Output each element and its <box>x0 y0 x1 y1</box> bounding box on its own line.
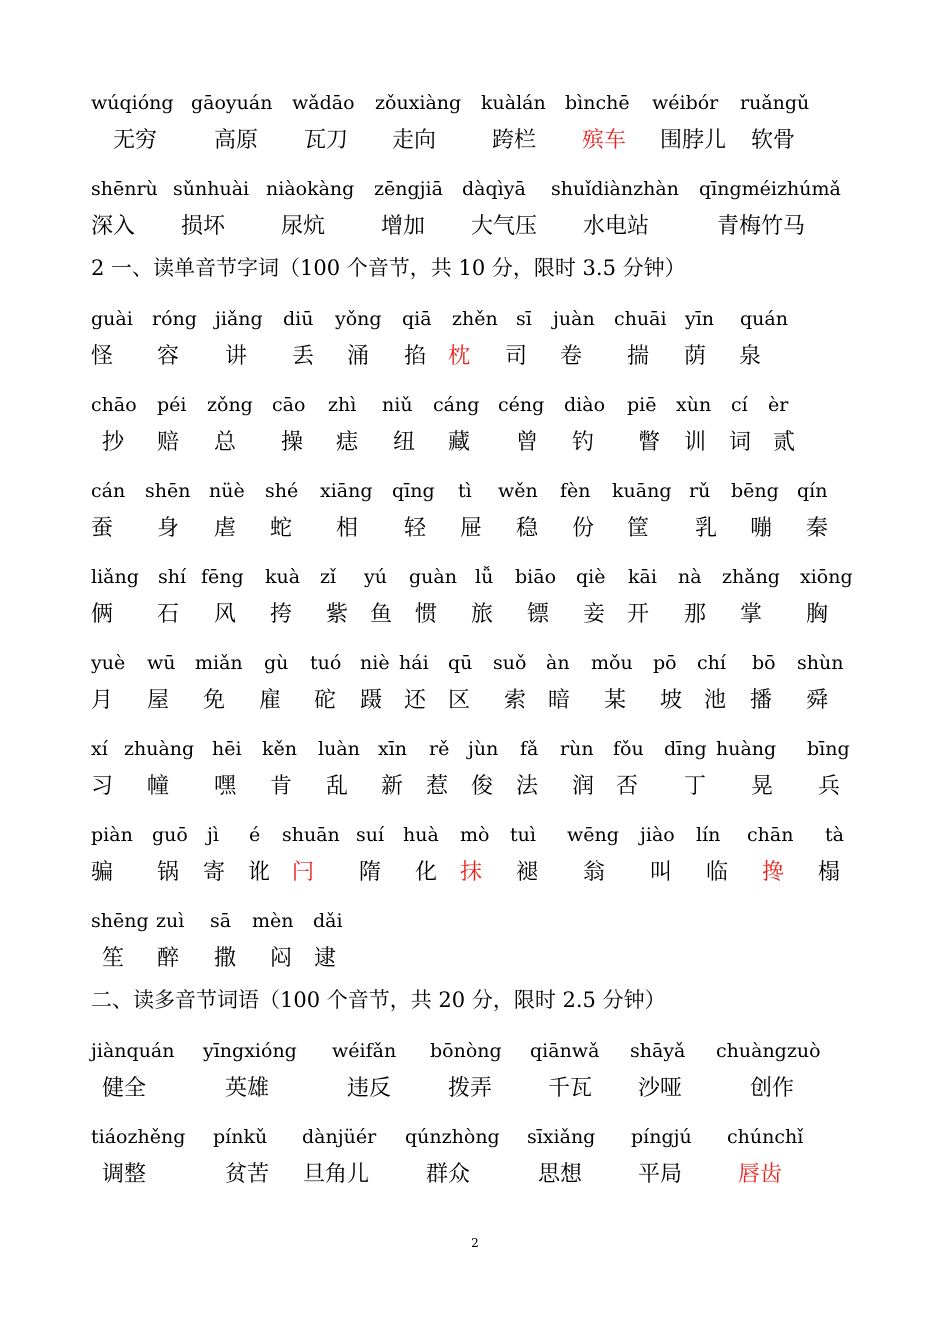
pinyin: tiáozhěng <box>91 1126 186 1148</box>
pinyin: cáng <box>433 394 480 416</box>
pinyin: mǒu <box>591 652 633 674</box>
hanzi-char: 那 <box>684 602 707 627</box>
pinyin: péi <box>157 394 187 416</box>
hanzi-char: 卷 <box>560 344 583 369</box>
pinyin: bō <box>752 652 776 674</box>
hanzi-char: 妾 <box>583 602 606 627</box>
hanzi-char: 骗 <box>91 860 114 885</box>
hanzi-word: 英雄 <box>225 1076 270 1101</box>
pinyin: suǒ <box>493 652 527 674</box>
hanzi-word: 瓦刀 <box>304 128 349 153</box>
hanzi-word: 唇齿 <box>738 1162 783 1187</box>
pinyin: lín <box>696 824 721 846</box>
pinyin: fēng <box>201 566 244 588</box>
pinyin: sīxiǎng <box>527 1126 596 1148</box>
pinyin: yīn <box>685 308 715 330</box>
hanzi-char: 怪 <box>91 344 114 369</box>
hanzi-char: 笙 <box>102 946 125 971</box>
hanzi-char: 痣 <box>336 430 359 455</box>
hanzi-row <box>0 210 950 246</box>
pinyin: chuāi <box>614 308 667 330</box>
pinyin: yǒng <box>335 308 382 330</box>
hanzi-char: 涌 <box>347 344 370 369</box>
pinyin: dǎi <box>313 910 343 932</box>
hanzi-char: 法 <box>516 774 539 799</box>
pinyin: huàng <box>716 738 777 760</box>
hanzi-char: 抄 <box>102 430 125 455</box>
pinyin-row <box>0 816 950 852</box>
pinyin: quán <box>740 308 788 330</box>
hanzi-char: 胸 <box>806 602 829 627</box>
hanzi-char: 化 <box>415 860 438 885</box>
hanzi-row <box>0 856 950 892</box>
hanzi-char: 挎 <box>270 602 293 627</box>
pinyin: jiǎng <box>215 308 263 330</box>
hanzi-char: 荫 <box>684 344 707 369</box>
hanzi-char: 训 <box>684 430 707 455</box>
pinyin: jiào <box>640 824 675 846</box>
hanzi-word: 拨弄 <box>448 1076 493 1101</box>
hanzi-word: 调整 <box>102 1162 147 1187</box>
pinyin: xí <box>91 738 108 760</box>
pinyin: zhuàng <box>124 738 195 760</box>
hanzi-char: 俊 <box>471 774 494 799</box>
hanzi-char: 幢 <box>147 774 170 799</box>
pinyin: róng <box>152 308 197 330</box>
pinyin: sǔnhuài <box>173 178 250 200</box>
hanzi-char: 紫 <box>326 602 349 627</box>
hanzi-char: 褪 <box>516 860 539 885</box>
pinyin: shēn <box>145 480 191 502</box>
hanzi-word: 高原 <box>214 128 259 153</box>
hanzi-word: 群众 <box>426 1162 471 1187</box>
hanzi-char: 司 <box>505 344 528 369</box>
pinyin: kuāng <box>612 480 672 502</box>
hanzi-row <box>0 684 950 720</box>
pinyin: qúnzhòng <box>405 1126 500 1148</box>
pinyin: tà <box>825 824 844 846</box>
pinyin: hái <box>399 652 429 674</box>
hanzi-char: 舜 <box>806 688 829 713</box>
pinyin: cí <box>731 394 748 416</box>
pinyin-row <box>0 170 950 206</box>
hanzi-char: 闩 <box>292 860 315 885</box>
hanzi-char: 醉 <box>157 946 180 971</box>
hanzi-word: 贫苦 <box>225 1162 270 1187</box>
pinyin: kuà <box>265 566 301 588</box>
hanzi-char: 筐 <box>627 516 650 541</box>
hanzi-char: 惯 <box>415 602 438 627</box>
hanzi-char: 操 <box>281 430 304 455</box>
pinyin: tuó <box>310 652 342 674</box>
pinyin: juàn <box>553 308 595 330</box>
hanzi-word: 沙哑 <box>638 1076 683 1101</box>
pinyin: guàn <box>409 566 457 588</box>
pinyin: rùn <box>560 738 594 760</box>
hanzi-char: 惹 <box>426 774 449 799</box>
hanzi-char: 词 <box>729 430 752 455</box>
pinyin: qū <box>448 652 473 674</box>
hanzi-char: 否 <box>616 774 639 799</box>
hanzi-word: 平局 <box>638 1162 683 1187</box>
pinyin: guài <box>91 308 133 330</box>
pinyin-row <box>0 300 950 336</box>
hanzi-word: 殡车 <box>582 128 627 153</box>
pinyin: wěn <box>498 480 538 502</box>
pinyin: shēnrù <box>91 178 158 200</box>
hanzi-char: 抹 <box>460 860 483 885</box>
pinyin: miǎn <box>195 652 243 674</box>
hanzi-word: 深入 <box>91 214 136 239</box>
pinyin: xùn <box>676 394 712 416</box>
hanzi-char: 雇 <box>259 688 282 713</box>
pinyin: zhěn <box>452 308 498 330</box>
hanzi-word: 走向 <box>392 128 437 153</box>
hanzi-char: 习 <box>91 774 114 799</box>
hanzi-char: 丢 <box>292 344 315 369</box>
pinyin: shí <box>158 566 187 588</box>
hanzi-char: 屋 <box>147 688 170 713</box>
hanzi-char: 嘣 <box>750 516 773 541</box>
pinyin: wǎdāo <box>292 92 355 114</box>
pinyin: jiànquán <box>91 1040 175 1062</box>
hanzi-char: 砣 <box>314 688 337 713</box>
pinyin: qīngméizhúmǎ <box>699 178 841 200</box>
hanzi-char: 赔 <box>157 430 180 455</box>
hanzi-row <box>0 598 950 634</box>
hanzi-char: 还 <box>404 688 427 713</box>
pinyin: qiā <box>402 308 432 330</box>
pinyin: qín <box>797 480 828 502</box>
pinyin: chāo <box>91 394 137 416</box>
pinyin: yīngxióng <box>203 1040 297 1062</box>
pinyin-row <box>0 902 950 938</box>
section-heading: 二、读多音节词语（100 个音节，共 20 分，限时 2.5 分钟） <box>91 988 666 1012</box>
hanzi-char: 晃 <box>751 774 774 799</box>
pinyin: biāo <box>515 566 557 588</box>
pinyin: qiānwǎ <box>530 1040 600 1062</box>
hanzi-char: 稳 <box>516 516 539 541</box>
hanzi-char: 瞥 <box>638 430 661 455</box>
hanzi-char: 撒 <box>214 946 237 971</box>
hanzi-char: 乳 <box>695 516 718 541</box>
pinyin: shuǐdiànzhàn <box>551 178 679 200</box>
pinyin: wū <box>147 652 176 674</box>
hanzi-char: 锅 <box>157 860 180 885</box>
pinyin-row <box>0 472 950 508</box>
pinyin: guō <box>152 824 188 846</box>
pinyin: pō <box>653 652 677 674</box>
pinyin: gù <box>264 652 289 674</box>
pinyin: yuè <box>91 652 126 674</box>
hanzi-char: 区 <box>448 688 471 713</box>
hanzi-char: 石 <box>157 602 180 627</box>
pinyin: zǐ <box>320 566 337 588</box>
hanzi-char: 某 <box>604 688 627 713</box>
pinyin: shēng <box>91 910 149 932</box>
hanzi-char: 蛇 <box>270 516 293 541</box>
hanzi-char: 润 <box>572 774 595 799</box>
pinyin: céng <box>498 394 545 416</box>
hanzi-char: 榻 <box>818 860 841 885</box>
pinyin: zēngjiā <box>374 178 443 200</box>
pinyin: piē <box>627 394 657 416</box>
hanzi-char: 寄 <box>203 860 226 885</box>
hanzi-char: 坡 <box>660 688 683 713</box>
hanzi-char: 屉 <box>460 516 483 541</box>
hanzi-char: 新 <box>381 774 404 799</box>
hanzi-char: 翁 <box>583 860 606 885</box>
hanzi-char: 月 <box>91 688 114 713</box>
pinyin: chí <box>697 652 726 674</box>
hanzi-row <box>0 124 950 160</box>
hanzi-word: 创作 <box>750 1076 795 1101</box>
pinyin: bīng <box>807 738 850 760</box>
pinyin: zhì <box>328 394 357 416</box>
pinyin: cāo <box>272 394 306 416</box>
hanzi-char: 份 <box>572 516 595 541</box>
hanzi-char: 纽 <box>393 430 416 455</box>
hanzi-char: 播 <box>750 688 773 713</box>
hanzi-char: 嘿 <box>214 774 237 799</box>
hanzi-word: 健全 <box>102 1076 147 1101</box>
pinyin: shé <box>265 480 299 502</box>
pinyin-row <box>0 386 950 422</box>
hanzi-char: 鱼 <box>370 602 393 627</box>
pinyin: yú <box>364 566 387 588</box>
pinyin: bōnòng <box>430 1040 502 1062</box>
pinyin: chúnchǐ <box>727 1126 804 1148</box>
hanzi-char: 搀 <box>762 860 785 885</box>
pinyin: tì <box>458 480 472 502</box>
hanzi-row <box>0 770 950 806</box>
pinyin: wéibór <box>652 92 719 114</box>
hanzi-char: 肯 <box>270 774 293 799</box>
pinyin: fǎ <box>520 738 539 760</box>
hanzi-char: 轻 <box>404 516 427 541</box>
pinyin: niè <box>360 652 390 674</box>
hanzi-word: 千瓦 <box>548 1076 593 1101</box>
pinyin: mèn <box>252 910 294 932</box>
hanzi-char: 相 <box>336 516 359 541</box>
pinyin: tuì <box>510 824 536 846</box>
pinyin: sā <box>210 910 232 932</box>
pinyin: jùn <box>468 738 499 760</box>
pinyin: pínkǔ <box>213 1126 268 1148</box>
pinyin: qiè <box>576 566 606 588</box>
hanzi-char: 身 <box>157 516 180 541</box>
hanzi-char: 隋 <box>359 860 382 885</box>
pinyin: jì <box>207 824 219 846</box>
pinyin: qīng <box>392 480 435 502</box>
hanzi-row <box>0 942 950 978</box>
pinyin: píngjú <box>631 1126 692 1148</box>
hanzi-row <box>0 1158 950 1194</box>
pinyin: fèn <box>560 480 591 502</box>
pinyin: shāyǎ <box>630 1040 686 1062</box>
pinyin: diào <box>564 394 606 416</box>
hanzi-word: 跨栏 <box>492 128 537 153</box>
hanzi-char: 揣 <box>627 344 650 369</box>
hanzi-char: 钓 <box>572 430 595 455</box>
hanzi-char: 叫 <box>650 860 673 885</box>
pinyin: àn <box>546 652 570 674</box>
pinyin: chuàngzuò <box>716 1040 821 1062</box>
pinyin: shùn <box>797 652 844 674</box>
pinyin-row <box>0 1118 950 1154</box>
pinyin: xīn <box>378 738 408 760</box>
pinyin: niǔ <box>382 394 413 416</box>
pinyin-row <box>0 730 950 766</box>
hanzi-char: 乱 <box>326 774 349 799</box>
pinyin: nà <box>678 566 702 588</box>
hanzi-char: 兵 <box>818 774 841 799</box>
hanzi-word: 尿炕 <box>281 214 326 239</box>
hanzi-char: 总 <box>214 430 237 455</box>
hanzi-char: 池 <box>704 688 727 713</box>
pinyin: luàn <box>318 738 360 760</box>
pinyin: rě <box>429 738 450 760</box>
hanzi-char: 临 <box>706 860 729 885</box>
pinyin: fǒu <box>613 738 644 760</box>
pinyin: zuì <box>156 910 185 932</box>
pinyin: shuān <box>282 824 340 846</box>
pinyin: chān <box>747 824 794 846</box>
hanzi-row <box>0 512 950 548</box>
hanzi-char: 讹 <box>248 860 271 885</box>
hanzi-word: 损坏 <box>181 214 226 239</box>
hanzi-char: 藏 <box>448 430 471 455</box>
hanzi-char: 掌 <box>740 602 763 627</box>
pinyin: lǚ <box>475 566 494 588</box>
pinyin: zǒuxiàng <box>375 92 462 114</box>
pinyin: huà <box>403 824 439 846</box>
pinyin: nüè <box>209 480 245 502</box>
pinyin: sī <box>516 308 532 330</box>
page-number: 2 <box>471 1236 479 1250</box>
hanzi-char: 蚕 <box>91 516 114 541</box>
pinyin: diū <box>283 308 314 330</box>
pinyin: mò <box>460 824 490 846</box>
hanzi-char: 索 <box>504 688 527 713</box>
hanzi-word: 思想 <box>538 1162 583 1187</box>
pinyin: wēng <box>567 824 619 846</box>
hanzi-char: 贰 <box>773 430 796 455</box>
pinyin: xiōng <box>800 566 853 588</box>
hanzi-word: 围脖儿 <box>660 128 727 153</box>
hanzi-word: 旦角儿 <box>303 1162 370 1187</box>
hanzi-char: 曾 <box>516 430 539 455</box>
pinyin: kāi <box>628 566 657 588</box>
hanzi-char: 开 <box>627 602 650 627</box>
pinyin: dànjüér <box>302 1126 377 1148</box>
hanzi-char: 蹑 <box>360 688 383 713</box>
hanzi-char: 枕 <box>448 344 471 369</box>
pinyin-row <box>0 1032 950 1068</box>
pinyin: bìnchē <box>565 92 630 114</box>
pinyin: wéifǎn <box>332 1040 397 1062</box>
hanzi-char: 风 <box>214 602 237 627</box>
hanzi-char: 逮 <box>314 946 337 971</box>
hanzi-char: 泉 <box>739 344 762 369</box>
hanzi-word: 软骨 <box>751 128 796 153</box>
hanzi-row <box>0 340 950 376</box>
hanzi-char: 掐 <box>404 344 427 369</box>
pinyin-row <box>0 644 950 680</box>
hanzi-word: 违反 <box>347 1076 392 1101</box>
hanzi-char: 暗 <box>548 688 571 713</box>
hanzi-char: 俩 <box>91 602 114 627</box>
hanzi-char: 讲 <box>225 344 248 369</box>
pinyin: piàn <box>91 824 133 846</box>
hanzi-char: 丁 <box>684 774 707 799</box>
pinyin: èr <box>768 394 789 416</box>
hanzi-char: 免 <box>203 688 226 713</box>
hanzi-word: 水电站 <box>583 214 650 239</box>
pinyin: liǎng <box>91 566 139 588</box>
hanzi-char: 镖 <box>527 602 550 627</box>
pinyin: dīng <box>664 738 707 760</box>
pinyin: bēng <box>731 480 779 502</box>
pinyin-row <box>0 558 950 594</box>
pinyin: kěn <box>262 738 297 760</box>
pinyin: niàokàng <box>266 178 355 200</box>
hanzi-char: 虐 <box>214 516 237 541</box>
pinyin: kuàlán <box>481 92 546 114</box>
hanzi-word: 大气压 <box>471 214 538 239</box>
hanzi-char: 秦 <box>806 516 829 541</box>
hanzi-row <box>0 426 950 462</box>
hanzi-row <box>0 1072 950 1108</box>
hanzi-word: 增加 <box>381 214 426 239</box>
pinyin: wúqióng <box>91 92 174 114</box>
section-heading: 2 一、读单音节字词（100 个音节，共 10 分，限时 3.5 分钟） <box>91 256 686 280</box>
hanzi-char: 旅 <box>471 602 494 627</box>
pinyin-row <box>0 84 950 120</box>
pinyin: suí <box>356 824 385 846</box>
pinyin: zhǎng <box>722 566 780 588</box>
pinyin: zǒng <box>207 394 253 416</box>
hanzi-word: 无穷 <box>113 128 158 153</box>
hanzi-char: 容 <box>157 344 180 369</box>
pinyin: ruǎngǔ <box>740 92 810 114</box>
pinyin: hēi <box>212 738 242 760</box>
hanzi-word: 青梅竹马 <box>717 214 806 239</box>
pinyin: é <box>249 824 261 846</box>
pinyin: xiāng <box>320 480 373 502</box>
pinyin: gāoyuán <box>191 92 273 114</box>
pinyin: cán <box>91 480 126 502</box>
hanzi-char: 闷 <box>270 946 293 971</box>
pinyin: dàqìyā <box>462 178 526 200</box>
pinyin: rǔ <box>689 480 711 502</box>
